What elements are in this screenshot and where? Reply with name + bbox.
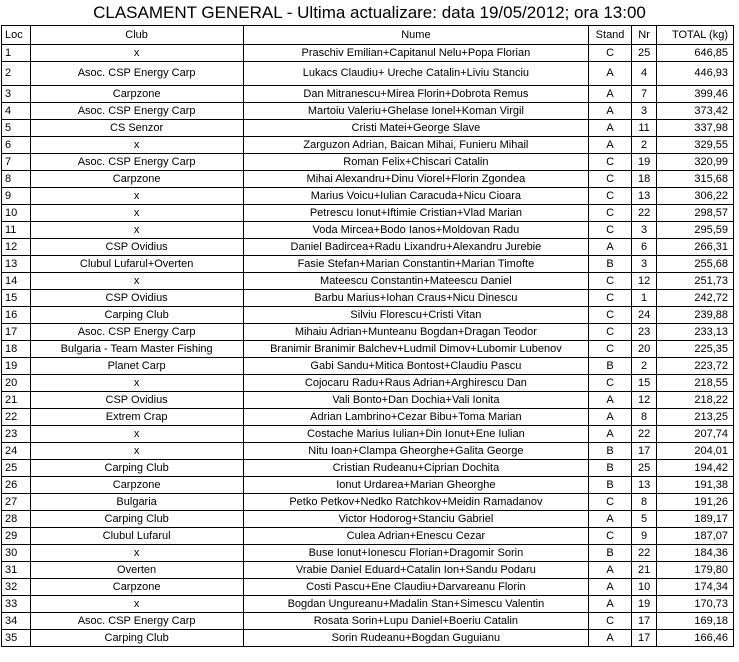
- cell-total: 184,36: [657, 545, 734, 562]
- cell-stand: C: [589, 205, 632, 222]
- cell-nume: Mihai Alexandru+Dinu Viorel+Florin Zgondea: [243, 171, 589, 188]
- table-row: [2, 545, 734, 562]
- table-row: [2, 45, 734, 62]
- cell-loc: 9: [2, 188, 31, 205]
- cell-nume: Daniel Badircea+Radu Lixandru+Alexandru Jurebie: [243, 239, 589, 256]
- cell-nr: 7: [631, 86, 657, 103]
- cell-nume: Zarguzon Adrian, Baican Mihai, Funieru Mihail: [243, 137, 589, 154]
- cell-nr: 22: [631, 205, 657, 222]
- cell-loc: 14: [2, 273, 31, 290]
- cell-club: x: [30, 443, 243, 460]
- cell-nr: 11: [631, 120, 657, 137]
- cell-loc: 18: [2, 341, 31, 358]
- table-body: [2, 45, 734, 647]
- cell-loc: 31: [2, 562, 31, 579]
- cell-stand: C: [589, 273, 632, 290]
- cell-total: 399,46: [657, 86, 734, 103]
- cell-club: x: [30, 273, 243, 290]
- cell-stand: C: [589, 528, 632, 545]
- cell-club: Clubul Lufarul: [30, 528, 243, 545]
- cell-stand: B: [589, 460, 632, 477]
- cell-loc: 24: [2, 443, 31, 460]
- table-header-row: [2, 26, 734, 45]
- cell-loc: 21: [2, 392, 31, 409]
- cell-total: 320,99: [657, 154, 734, 171]
- cell-total: 295,59: [657, 222, 734, 239]
- cell-stand: C: [589, 188, 632, 205]
- cell-club: Carpzone: [30, 579, 243, 596]
- cell-total: 223,72: [657, 358, 734, 375]
- table-row: [2, 460, 734, 477]
- cell-club: Asoc. CSP Energy Carp: [30, 103, 243, 120]
- cell-nume: Sorin Rudeanu+Bogdan Guguianu: [243, 630, 589, 647]
- table-row: [2, 630, 734, 647]
- cell-loc: 26: [2, 477, 31, 494]
- cell-stand: B: [589, 477, 632, 494]
- cell-stand: B: [589, 545, 632, 562]
- cell-nr: 13: [631, 477, 657, 494]
- cell-nume: Cristi Matei+George Slave: [243, 120, 589, 137]
- cell-stand: A: [589, 137, 632, 154]
- cell-nr: 3: [631, 256, 657, 273]
- cell-nume: Petko Petkov+Nedko Ratchkov+Meidin Ramadanov: [243, 494, 589, 511]
- cell-nr: 5: [631, 511, 657, 528]
- cell-loc: 27: [2, 494, 31, 511]
- table-row: [2, 443, 734, 460]
- cell-nume: Adrian Lambrino+Cezar Bibu+Toma Marian: [243, 409, 589, 426]
- table-row: [2, 426, 734, 443]
- cell-nume: Mateescu Constantin+Mateescu Daniel: [243, 273, 589, 290]
- cell-club: x: [30, 596, 243, 613]
- table-row: [2, 409, 734, 426]
- cell-total: 266,31: [657, 239, 734, 256]
- cell-stand: A: [589, 630, 632, 647]
- table-row: [2, 528, 734, 545]
- cell-stand: A: [589, 579, 632, 596]
- header-club: Club: [30, 26, 243, 45]
- cell-nume: Mihaiu Adrian+Munteanu Bogdan+Dragan Teodor: [243, 324, 589, 341]
- cell-loc: 11: [2, 222, 31, 239]
- cell-nr: 24: [631, 307, 657, 324]
- cell-total: 337,98: [657, 120, 734, 137]
- cell-nr: 15: [631, 375, 657, 392]
- cell-club: Bulgaria: [30, 494, 243, 511]
- cell-nr: 3: [631, 103, 657, 120]
- cell-nume: Branimir Branimir Balchev+Ludmil Dimov+Lubomir Lubenov: [243, 341, 589, 358]
- cell-nr: 18: [631, 171, 657, 188]
- cell-total: 187,07: [657, 528, 734, 545]
- cell-loc: 32: [2, 579, 31, 596]
- cell-loc: 28: [2, 511, 31, 528]
- cell-nume: Cojocaru Radu+Raus Adrian+Arghirescu Dan: [243, 375, 589, 392]
- cell-total: 191,26: [657, 494, 734, 511]
- cell-club: Planet Carp: [30, 358, 243, 375]
- cell-loc: 15: [2, 290, 31, 307]
- cell-nume: Petrescu Ionut+Iftimie Cristian+Vlad Marian: [243, 205, 589, 222]
- cell-stand: C: [589, 307, 632, 324]
- cell-nume: Vali Bonto+Dan Dochia+Vali Ionita: [243, 392, 589, 409]
- cell-club: Asoc. CSP Energy Carp: [30, 62, 243, 86]
- cell-stand: A: [589, 120, 632, 137]
- cell-nume: Rosata Sorin+Lupu Daniel+Boeriu Catalin: [243, 613, 589, 630]
- cell-stand: A: [589, 409, 632, 426]
- cell-loc: 35: [2, 630, 31, 647]
- cell-total: 213,25: [657, 409, 734, 426]
- cell-total: 239,88: [657, 307, 734, 324]
- table-row: [2, 86, 734, 103]
- cell-total: 329,55: [657, 137, 734, 154]
- cell-total: 189,17: [657, 511, 734, 528]
- cell-stand: C: [589, 494, 632, 511]
- cell-loc: 8: [2, 171, 31, 188]
- cell-loc: 5: [2, 120, 31, 137]
- cell-stand: C: [589, 154, 632, 171]
- cell-loc: 7: [2, 154, 31, 171]
- cell-nume: Bogdan Ungureanu+Madalin Stan+Simescu Valentin: [243, 596, 589, 613]
- cell-total: 169,18: [657, 613, 734, 630]
- cell-club: x: [30, 375, 243, 392]
- table-row: [2, 103, 734, 120]
- cell-club: x: [30, 545, 243, 562]
- cell-total: 306,22: [657, 188, 734, 205]
- cell-nr: 25: [631, 45, 657, 62]
- cell-club: Carpzone: [30, 171, 243, 188]
- cell-loc: 3: [2, 86, 31, 103]
- cell-nume: Martoiu Valeriu+Ghelase Ionel+Koman Virgil: [243, 103, 589, 120]
- cell-nr: 1: [631, 290, 657, 307]
- cell-total: 218,55: [657, 375, 734, 392]
- header-stand: Stand: [589, 26, 632, 45]
- cell-club: Carping Club: [30, 307, 243, 324]
- cell-nr: 4: [631, 62, 657, 86]
- cell-stand: C: [589, 341, 632, 358]
- cell-loc: 4: [2, 103, 31, 120]
- cell-total: 204,01: [657, 443, 734, 460]
- cell-loc: 29: [2, 528, 31, 545]
- cell-stand: A: [589, 62, 632, 86]
- cell-club: Carpzone: [30, 86, 243, 103]
- cell-total: 166,46: [657, 630, 734, 647]
- table-row: [2, 562, 734, 579]
- cell-total: 179,80: [657, 562, 734, 579]
- table-row: [2, 613, 734, 630]
- cell-club: Carping Club: [30, 630, 243, 647]
- cell-nr: 3: [631, 222, 657, 239]
- cell-club: Asoc. CSP Energy Carp: [30, 154, 243, 171]
- cell-club: Carpzone: [30, 477, 243, 494]
- cell-total: 207,74: [657, 426, 734, 443]
- cell-stand: C: [589, 613, 632, 630]
- cell-nume: Gabi Sandu+Mitica Bontost+Claudiu Pascu: [243, 358, 589, 375]
- cell-total: 446,93: [657, 62, 734, 86]
- cell-nr: 13: [631, 188, 657, 205]
- cell-loc: 1: [2, 45, 31, 62]
- cell-total: 170,73: [657, 596, 734, 613]
- cell-nume: Buse Ionut+Ionescu Florian+Dragomir Sorin: [243, 545, 589, 562]
- cell-nume: Fasie Stefan+Marian Constantin+Marian Timofte: [243, 256, 589, 273]
- table-row: [2, 188, 734, 205]
- cell-loc: 13: [2, 256, 31, 273]
- table-row: [2, 137, 734, 154]
- table-row: [2, 324, 734, 341]
- cell-club: x: [30, 205, 243, 222]
- cell-loc: 30: [2, 545, 31, 562]
- table-row: [2, 307, 734, 324]
- cell-total: 191,38: [657, 477, 734, 494]
- cell-club: x: [30, 426, 243, 443]
- cell-nr: 25: [631, 460, 657, 477]
- cell-nr: 6: [631, 239, 657, 256]
- cell-nume: Costache Marius Iulian+Din Ionut+Ene Iulian: [243, 426, 589, 443]
- table-row: [2, 171, 734, 188]
- cell-stand: A: [589, 596, 632, 613]
- header-nume: Nume: [243, 26, 589, 45]
- cell-stand: C: [589, 171, 632, 188]
- cell-nr: 9: [631, 528, 657, 545]
- cell-stand: C: [589, 290, 632, 307]
- cell-nume: Marius Voicu+Iulian Caracuda+Nicu Cioara: [243, 188, 589, 205]
- cell-nr: 19: [631, 596, 657, 613]
- cell-total: 251,73: [657, 273, 734, 290]
- cell-total: 194,42: [657, 460, 734, 477]
- cell-nr: 20: [631, 341, 657, 358]
- cell-loc: 22: [2, 409, 31, 426]
- cell-nr: 10: [631, 579, 657, 596]
- cell-loc: 6: [2, 137, 31, 154]
- cell-stand: A: [589, 562, 632, 579]
- cell-loc: 12: [2, 239, 31, 256]
- cell-nume: Barbu Marius+Iohan Craus+Nicu Dinescu: [243, 290, 589, 307]
- cell-nr: 2: [631, 358, 657, 375]
- cell-nr: 21: [631, 562, 657, 579]
- cell-stand: A: [589, 511, 632, 528]
- table-row: [2, 120, 734, 137]
- cell-club: CS Senzor: [30, 120, 243, 137]
- cell-nr: 12: [631, 273, 657, 290]
- cell-total: 233,13: [657, 324, 734, 341]
- cell-total: 174,34: [657, 579, 734, 596]
- table-row: [2, 256, 734, 273]
- cell-club: CSP Ovidius: [30, 392, 243, 409]
- table-row: [2, 290, 734, 307]
- cell-nr: 22: [631, 545, 657, 562]
- cell-loc: 19: [2, 358, 31, 375]
- cell-club: Clubul Lufarul+Overten: [30, 256, 243, 273]
- cell-loc: 33: [2, 596, 31, 613]
- cell-stand: A: [589, 392, 632, 409]
- table-row: [2, 494, 734, 511]
- table-row: [2, 477, 734, 494]
- cell-total: 646,85: [657, 45, 734, 62]
- cell-club: Bulgaria - Team Master Fishing: [30, 341, 243, 358]
- cell-nr: 12: [631, 392, 657, 409]
- table-row: [2, 62, 734, 86]
- cell-stand: C: [589, 222, 632, 239]
- cell-nume: Cristian Rudeanu+Ciprian Dochita: [243, 460, 589, 477]
- cell-stand: B: [589, 256, 632, 273]
- table-row: [2, 341, 734, 358]
- header-total: TOTAL (kg): [657, 26, 734, 45]
- cell-stand: C: [589, 45, 632, 62]
- cell-stand: C: [589, 375, 632, 392]
- cell-loc: 2: [2, 62, 31, 86]
- cell-total: 373,42: [657, 103, 734, 120]
- cell-nr: 17: [631, 613, 657, 630]
- cell-club: x: [30, 222, 243, 239]
- table-row: [2, 273, 734, 290]
- cell-nume: Culea Adrian+Enescu Cezar: [243, 528, 589, 545]
- cell-nume: Roman Felix+Chiscari Catalin: [243, 154, 589, 171]
- cell-club: x: [30, 137, 243, 154]
- cell-club: Carping Club: [30, 460, 243, 477]
- cell-nr: 8: [631, 494, 657, 511]
- cell-stand: A: [589, 239, 632, 256]
- cell-nume: Praschiv Emilian+Capitanul Nelu+Popa Florian: [243, 45, 589, 62]
- ranking-table: [1, 25, 734, 647]
- page-title: CLASAMENT GENERAL - Ultima actualizare: data 19/05/2012; ora 13:00: [93, 3, 646, 22]
- cell-stand: A: [589, 86, 632, 103]
- table-row: [2, 375, 734, 392]
- cell-nr: 17: [631, 443, 657, 460]
- table-row: [2, 239, 734, 256]
- cell-nr: 23: [631, 324, 657, 341]
- cell-stand: A: [589, 103, 632, 120]
- cell-club: Extrem Crap: [30, 409, 243, 426]
- cell-nr: 19: [631, 154, 657, 171]
- cell-nume: Dan Mitranescu+Mirea Florin+Dobrota Remus: [243, 86, 589, 103]
- cell-stand: A: [589, 426, 632, 443]
- table-row: [2, 154, 734, 171]
- cell-nume: Silviu Florescu+Cristi Vitan: [243, 307, 589, 324]
- cell-nume: Lukacs Claudiu+ Ureche Catalin+Liviu Stanciu: [243, 62, 589, 86]
- table-row: [2, 596, 734, 613]
- cell-nr: 2: [631, 137, 657, 154]
- table-row: [2, 205, 734, 222]
- cell-club: x: [30, 188, 243, 205]
- cell-nume: Ionut Urdarea+Marian Gheorghe: [243, 477, 589, 494]
- cell-total: 225,35: [657, 341, 734, 358]
- cell-club: Carping Club: [30, 511, 243, 528]
- cell-loc: 16: [2, 307, 31, 324]
- table-row: [2, 358, 734, 375]
- cell-total: 315,68: [657, 171, 734, 188]
- cell-club: Asoc. CSP Energy Carp: [30, 613, 243, 630]
- cell-loc: 10: [2, 205, 31, 222]
- header-nr: Nr: [631, 26, 657, 45]
- cell-loc: 23: [2, 426, 31, 443]
- cell-nume: Vrabie Daniel Eduard+Catalin Ion+Sandu Podaru: [243, 562, 589, 579]
- cell-nr: 8: [631, 409, 657, 426]
- cell-stand: B: [589, 443, 632, 460]
- cell-nume: Victor Hodorog+Stanciu Gabriel: [243, 511, 589, 528]
- cell-stand: C: [589, 324, 632, 341]
- cell-nr: 22: [631, 426, 657, 443]
- cell-total: 218,22: [657, 392, 734, 409]
- cell-nr: 17: [631, 630, 657, 647]
- cell-loc: 34: [2, 613, 31, 630]
- cell-nume: Voda Mircea+Bodo Ianos+Moldovan Radu: [243, 222, 589, 239]
- table-row: [2, 579, 734, 596]
- table-row: [2, 511, 734, 528]
- header-loc: Loc: [2, 26, 31, 45]
- cell-total: 298,57: [657, 205, 734, 222]
- cell-stand: B: [589, 358, 632, 375]
- table-row: [2, 222, 734, 239]
- cell-club: CSP Ovidius: [30, 239, 243, 256]
- cell-nume: Nitu Ioan+Clampa Gheorghe+Galita George: [243, 443, 589, 460]
- cell-club: x: [30, 45, 243, 62]
- cell-loc: 17: [2, 324, 31, 341]
- cell-total: 255,68: [657, 256, 734, 273]
- cell-club: CSP Ovidius: [30, 290, 243, 307]
- table-row: [2, 392, 734, 409]
- cell-club: Overten: [30, 562, 243, 579]
- cell-nume: Costi Pascu+Ene Claudiu+Darvareanu Florin: [243, 579, 589, 596]
- cell-loc: 20: [2, 375, 31, 392]
- cell-total: 242,72: [657, 290, 734, 307]
- cell-club: Asoc. CSP Energy Carp: [30, 324, 243, 341]
- cell-loc: 25: [2, 460, 31, 477]
